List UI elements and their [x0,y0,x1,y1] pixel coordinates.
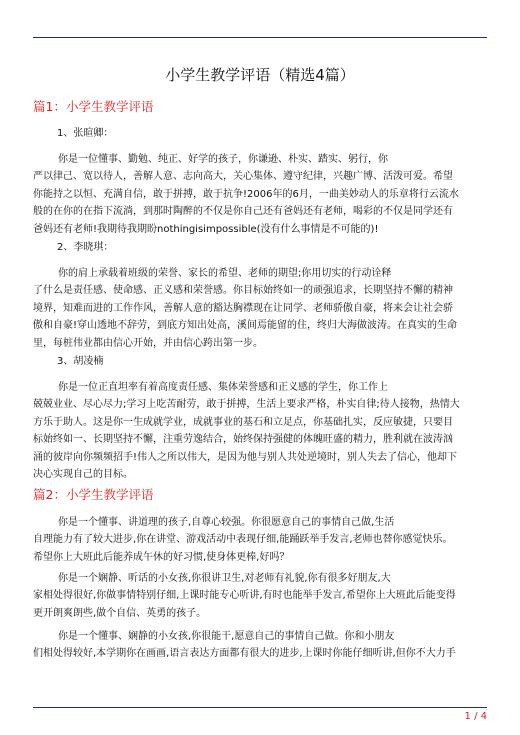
paragraph-line: 你的肩上承载着班级的荣誉、家长的希望、老师的期望;你用切实的行动诠释 [58,268,392,279]
paragraph-line: 家相处得很好,你做事情特别仔细,上课时能专心听讲,有时也能举手发言,希望你上大班此后能变得 [33,590,456,602]
paragraph-line: 里，每桩伟业都由信心开始，并由信心跨出第一步。 [33,337,263,349]
header-rule [33,37,487,38]
paragraph-line: 涌的彼岸向你频频招手!伟人之所以伟大，是因为他与别人共处逆境时，别人失去了信心，他却下 [33,451,458,463]
page-indicator: 1 / 4 [464,711,487,722]
paragraph-line: 方乐于助人。这是你一生成就学业，成就事业的基石和立足点，你基础扎实，反应敏捷，只要目 [33,416,453,428]
paragraph-line: 你是一个懂事、讲道理的孩子,自尊心较强。你很愿意自己的事情自己做,生活 [58,517,395,528]
paragraph-line: 兢兢业业、尽心尽力;学习上吃苦耐劳，敢于拼搏，生活上要求严格，朴实自律;待人接物，热情大 [33,399,460,411]
item-label-1-3: 3、胡凌楠 [57,356,104,367]
paragraph-line: 自理能力有了较大进步,你在讲堂、游戏活动中表现仔细,能踊跃举手发言,老师也替你感觉快乐。 [33,534,453,546]
paragraph-2-3 [33,628,489,663]
paragraph-line: 你是一位懂事、勤勉、纯正、好学的孩子，你谦逊、朴实、踏实、躬行，你 [58,154,388,165]
paragraph-line: 标始终如一、长期坚持不懈，注重劳逸结合，始终保持强健的体魄旺盛的精力，胜利就在波涛汹 [33,434,453,446]
paragraph-line: 决心实现自己的目标。 [33,469,133,481]
paragraph-1-1 [33,151,489,238]
paragraph-1-3 [33,379,489,483]
section-heading-2: 篇2：小学生教学评语 [33,487,154,502]
document-title: 小学生教学评语（精选4篇） [165,66,355,84]
item-label-1-1: 1、张暄卿： [57,128,114,139]
paragraph-1-2 [33,265,489,352]
item-label-1-2: 2、李晓琪： [57,242,114,253]
paragraph-line: 希望你上大班此后能养成午休的好习惯,使身体更棒,好吗？ [33,551,290,563]
paragraph-2-2 [33,570,489,622]
paragraph-2-1 [33,514,489,566]
paragraph-line: 境界，知难而进的工作作风，善解人意的豁达胸襟现在让同学、老师骄傲自豪，将来会让社会骄 [33,302,453,314]
paragraph-line: 们相处得较好,本学期你在画画,语言表达方面都有很大的进步,上课时你能仔细听讲,但你不大力手 [33,648,456,660]
paragraph-line: 更开朗爽朗些,做个自信、英勇的孩子。 [33,607,207,619]
paragraph-line: 你是一个娴静、听话的小女孩,你很讲卫生,对老师有礼貌,你有很多好朋友,大 [58,573,391,584]
paragraph-line: 傲和自豪!穿山透地不辞劳，到底方知出处高，溪间焉能留的住，终归大海做波涛。在真实的生命 [33,320,458,332]
section-heading-1: 篇1：小学生教学评语 [33,99,154,114]
paragraph-line: 你是一个懂事、娴静的小女孩,你很能干,愿意自己的事情自己做。你和小朋友 [58,631,395,642]
paragraph-line: 爸妈还有老师!我期待我期盼nothingisimpossible(没有什么事情是不可能的)! [33,223,379,235]
paragraph-line: 你能持之以恒、充满自信，敢于拼搏，敢于抗争!2006年的6月，一曲美妙动人的乐章将行云流水 [33,188,459,200]
paragraph-line: 你是一位正直坦率有着高度责任感、集体荣誉感和正义感的学生，你工作上 [58,382,388,393]
paragraph-line: 般的在你的在指下流淌，到那时陶醉的不仅是你自己还有爸妈还有老师，喝彩的不仅是同学还有 [33,206,453,218]
paragraph-line: 了什么是责任感、使命感、正义感和荣誉感。你目标始终如一的顽强追求，长期坚持不懈的精神 [33,285,453,297]
footer-rule [33,707,487,708]
paragraph-line: 严以律己、宽以待人，善解人意、志向高大，关心集体、遵守纪律，兴趣广博、活泼可爱。希望 [33,171,453,183]
